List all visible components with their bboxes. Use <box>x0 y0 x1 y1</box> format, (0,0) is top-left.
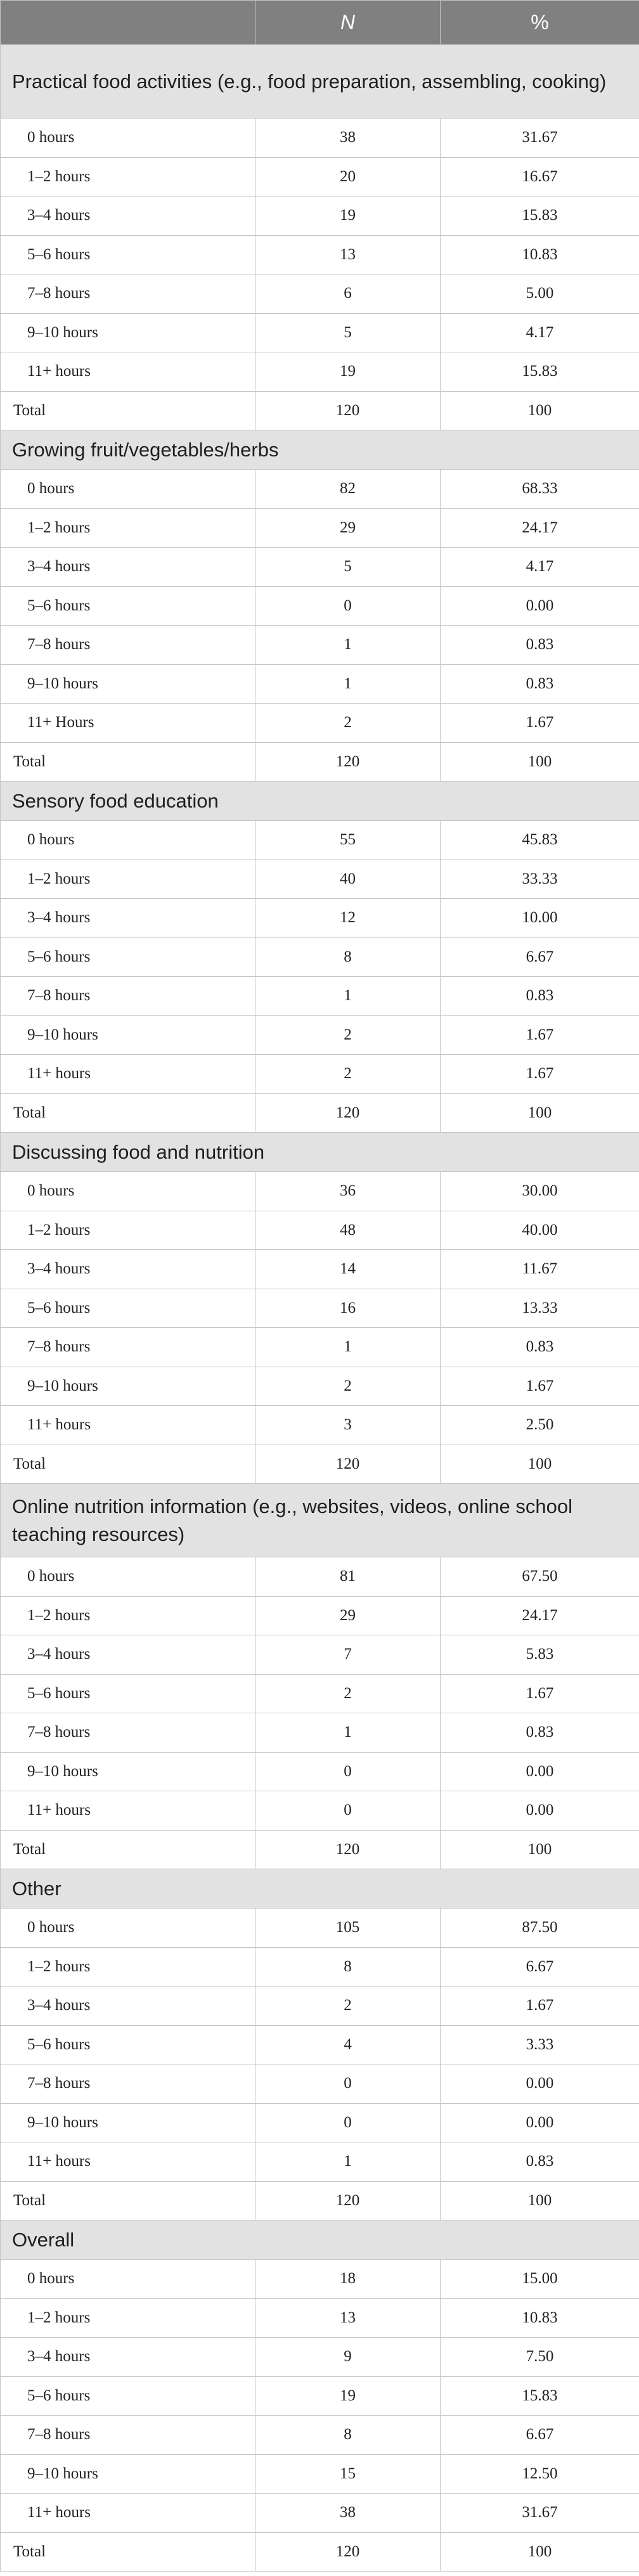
table-row <box>1 860 639 899</box>
row-pct: 0.83 <box>441 664 639 704</box>
row-pct: 3.33 <box>441 2025 639 2064</box>
row-label: Total <box>1 2181 255 2220</box>
section-title: Growing fruit/vegetables/herbs <box>1 430 639 470</box>
row-pct: 4.17 <box>441 313 639 352</box>
row-n: 13 <box>255 2298 441 2338</box>
table-row <box>1 821 639 860</box>
table-row <box>1 1250 639 1289</box>
row-pct: 40.00 <box>441 1211 639 1250</box>
row-label: 7–8 hours <box>1 274 255 314</box>
table-row <box>1 1172 639 1211</box>
row-pct: 87.50 <box>441 1909 639 1948</box>
row-label: 5–6 hours <box>1 235 255 274</box>
section-other <box>1 1869 639 2220</box>
row-label: Total <box>1 1445 255 1484</box>
section-header <box>1 1484 639 1557</box>
row-label: 3–4 hours <box>1 548 255 587</box>
row-label: 7–8 hours <box>1 1713 255 1753</box>
row-n: 3 <box>255 1406 441 1445</box>
section-header <box>1 2220 639 2260</box>
total-row <box>1 1445 639 1484</box>
row-label: Total <box>1 1830 255 1869</box>
row-n: 8 <box>255 1947 441 1987</box>
total-row <box>1 2532 639 2572</box>
row-n: 0 <box>255 2064 441 2104</box>
row-pct: 33.33 <box>441 860 639 899</box>
row-pct: 2.50 <box>441 1406 639 1445</box>
row-pct: 6.67 <box>441 1947 639 1987</box>
table-row <box>1 2416 639 2455</box>
row-label: 9–10 hours <box>1 1752 255 1791</box>
row-label: 11+ hours <box>1 1791 255 1831</box>
row-label: 3–4 hours <box>1 2338 255 2377</box>
row-pct: 0.83 <box>441 2142 639 2182</box>
row-label: 9–10 hours <box>1 664 255 704</box>
row-n: 9 <box>255 2338 441 2377</box>
row-pct: 4.17 <box>441 548 639 587</box>
total-row <box>1 1830 639 1869</box>
row-n: 40 <box>255 860 441 899</box>
table-row <box>1 2454 639 2494</box>
row-label: 5–6 hours <box>1 2376 255 2416</box>
section-header <box>1 45 639 119</box>
row-pct: 100 <box>441 2181 639 2220</box>
row-pct: 0.00 <box>441 2064 639 2104</box>
row-n: 18 <box>255 2260 441 2299</box>
row-pct: 0.00 <box>441 1791 639 1831</box>
table-row <box>1 352 639 392</box>
row-n: 2 <box>255 1015 441 1055</box>
row-pct: 1.67 <box>441 1015 639 1055</box>
row-n: 19 <box>255 2376 441 2416</box>
table-row <box>1 1289 639 1328</box>
section-title: Other <box>1 1869 639 1909</box>
row-pct: 6.67 <box>441 2416 639 2455</box>
row-label: 0 hours <box>1 2260 255 2299</box>
section-title: Online nutrition information (e.g., websites, videos, online school teaching resources) <box>1 1484 639 1557</box>
row-pct: 15.00 <box>441 2260 639 2299</box>
total-row <box>1 1093 639 1133</box>
section-sensory-education <box>1 782 639 1133</box>
table-row <box>1 1674 639 1713</box>
row-label: 9–10 hours <box>1 313 255 352</box>
row-n: 6 <box>255 274 441 314</box>
row-pct: 10.00 <box>441 899 639 938</box>
row-pct: 24.17 <box>441 1596 639 1635</box>
row-n: 15 <box>255 2454 441 2494</box>
table-row <box>1 1211 639 1250</box>
row-n: 4 <box>255 2025 441 2064</box>
row-pct: 6.67 <box>441 937 639 977</box>
row-pct: 16.67 <box>441 157 639 196</box>
row-label: 11+ hours <box>1 352 255 392</box>
row-label: 9–10 hours <box>1 1367 255 1406</box>
row-label: 9–10 hours <box>1 2454 255 2494</box>
row-label: 5–6 hours <box>1 1674 255 1713</box>
row-pct: 10.83 <box>441 2298 639 2338</box>
header-n-cell: N <box>255 1 441 45</box>
row-label: 7–8 hours <box>1 626 255 665</box>
row-label: 11+ hours <box>1 2142 255 2182</box>
table-row <box>1 2025 639 2064</box>
section-header <box>1 430 639 470</box>
header-pct-cell: % <box>441 1 639 45</box>
table-row <box>1 1596 639 1635</box>
row-n: 29 <box>255 1596 441 1635</box>
row-label: 5–6 hours <box>1 2025 255 2064</box>
row-pct: 0.83 <box>441 1328 639 1367</box>
table-row <box>1 937 639 977</box>
row-pct: 31.67 <box>441 119 639 158</box>
row-pct: 0.83 <box>441 626 639 665</box>
table-row <box>1 313 639 352</box>
row-label: 1–2 hours <box>1 1211 255 1250</box>
row-n: 5 <box>255 548 441 587</box>
table-row <box>1 235 639 274</box>
row-pct: 1.67 <box>441 1674 639 1713</box>
row-n: 120 <box>255 391 441 430</box>
row-n: 14 <box>255 1250 441 1289</box>
row-label: 0 hours <box>1 821 255 860</box>
row-pct: 0.83 <box>441 1713 639 1753</box>
row-pct: 5.00 <box>441 274 639 314</box>
table-row <box>1 157 639 196</box>
row-label: 11+ hours <box>1 1406 255 1445</box>
section-growing-produce <box>1 430 639 782</box>
row-label: 1–2 hours <box>1 860 255 899</box>
row-pct: 10.83 <box>441 235 639 274</box>
row-label: 0 hours <box>1 470 255 509</box>
row-label: 1–2 hours <box>1 1947 255 1987</box>
row-label: 5–6 hours <box>1 586 255 626</box>
row-n: 48 <box>255 1211 441 1250</box>
row-label: 0 hours <box>1 119 255 158</box>
table-row <box>1 664 639 704</box>
row-pct: 100 <box>441 1093 639 1133</box>
row-label: 1–2 hours <box>1 1596 255 1635</box>
row-label: 11+ hours <box>1 1055 255 1094</box>
table-row <box>1 1406 639 1445</box>
table-row <box>1 548 639 587</box>
row-pct: 30.00 <box>441 1172 639 1211</box>
table-row <box>1 274 639 314</box>
table-row <box>1 196 639 236</box>
table-row <box>1 1909 639 1948</box>
row-pct: 1.67 <box>441 704 639 743</box>
table-row <box>1 1015 639 1055</box>
row-n: 36 <box>255 1172 441 1211</box>
row-n: 19 <box>255 352 441 392</box>
row-n: 7 <box>255 1635 441 1675</box>
row-label: Total <box>1 2532 255 2572</box>
row-n: 0 <box>255 1791 441 1831</box>
row-pct: 0.00 <box>441 1752 639 1791</box>
row-pct: 100 <box>441 1445 639 1484</box>
row-pct: 1.67 <box>441 1987 639 2026</box>
row-pct: 15.83 <box>441 352 639 392</box>
total-row <box>1 742 639 782</box>
row-label: 7–8 hours <box>1 2416 255 2455</box>
section-title: Overall <box>1 2220 639 2260</box>
row-n: 1 <box>255 1328 441 1367</box>
row-n: 2 <box>255 704 441 743</box>
row-pct: 31.67 <box>441 2494 639 2533</box>
table-row <box>1 1752 639 1791</box>
row-n: 19 <box>255 196 441 236</box>
section-title: Sensory food education <box>1 782 639 821</box>
table-row <box>1 2338 639 2377</box>
row-label: 7–8 hours <box>1 977 255 1016</box>
table-row <box>1 1557 639 1597</box>
section-title: Practical food activities (e.g., food preparation, assembling, cooking) <box>1 45 639 119</box>
row-n: 2 <box>255 1367 441 1406</box>
row-pct: 0.00 <box>441 2103 639 2142</box>
row-n: 81 <box>255 1557 441 1597</box>
row-n: 0 <box>255 1752 441 1791</box>
row-pct: 100 <box>441 391 639 430</box>
row-label: 0 hours <box>1 1909 255 1948</box>
row-label: 9–10 hours <box>1 2103 255 2142</box>
table-row <box>1 586 639 626</box>
row-n: 120 <box>255 1445 441 1484</box>
row-n: 8 <box>255 937 441 977</box>
row-pct: 15.83 <box>441 196 639 236</box>
row-label: 3–4 hours <box>1 899 255 938</box>
row-n: 2 <box>255 1055 441 1094</box>
row-n: 0 <box>255 2103 441 2142</box>
row-n: 5 <box>255 313 441 352</box>
row-n: 0 <box>255 586 441 626</box>
section-header <box>1 1133 639 1172</box>
row-label: 0 hours <box>1 1557 255 1597</box>
row-n: 1 <box>255 977 441 1016</box>
row-label: 1–2 hours <box>1 157 255 196</box>
row-n: 1 <box>255 1713 441 1753</box>
row-label: 7–8 hours <box>1 1328 255 1367</box>
table-row <box>1 1987 639 2026</box>
section-overall <box>1 2220 639 2572</box>
row-pct: 13.33 <box>441 1289 639 1328</box>
row-pct: 5.83 <box>441 1635 639 1675</box>
row-label: Total <box>1 391 255 430</box>
table-row <box>1 899 639 938</box>
row-n: 8 <box>255 2416 441 2455</box>
row-label: 3–4 hours <box>1 1635 255 1675</box>
row-pct: 68.33 <box>441 470 639 509</box>
row-pct: 0.00 <box>441 586 639 626</box>
table-row <box>1 1635 639 1675</box>
header-label-cell <box>1 1 255 45</box>
row-label: 3–4 hours <box>1 196 255 236</box>
table-row <box>1 2494 639 2533</box>
row-n: 12 <box>255 899 441 938</box>
table-row <box>1 626 639 665</box>
row-label: 1–2 hours <box>1 508 255 548</box>
row-n: 2 <box>255 1674 441 1713</box>
row-pct: 11.67 <box>441 1250 639 1289</box>
row-n: 120 <box>255 2532 441 2572</box>
row-label: 1–2 hours <box>1 2298 255 2338</box>
row-pct: 15.83 <box>441 2376 639 2416</box>
section-header <box>1 1869 639 1909</box>
row-label: 3–4 hours <box>1 1987 255 2026</box>
table-row <box>1 508 639 548</box>
row-label: 0 hours <box>1 1172 255 1211</box>
table-row <box>1 2260 639 2299</box>
table-row <box>1 1713 639 1753</box>
row-n: 1 <box>255 2142 441 2182</box>
table-row <box>1 2298 639 2338</box>
row-pct: 12.50 <box>441 2454 639 2494</box>
section-header <box>1 782 639 821</box>
row-n: 105 <box>255 1909 441 1948</box>
row-n: 38 <box>255 119 441 158</box>
row-n: 16 <box>255 1289 441 1328</box>
row-pct: 100 <box>441 2532 639 2572</box>
table-row <box>1 2103 639 2142</box>
section-title: Discussing food and nutrition <box>1 1133 639 1172</box>
table-row <box>1 470 639 509</box>
row-pct: 1.67 <box>441 1055 639 1094</box>
row-label: Total <box>1 1093 255 1133</box>
table-row <box>1 1947 639 1987</box>
row-label: 11+ hours <box>1 2494 255 2533</box>
section-practical-food <box>1 45 639 430</box>
table-row <box>1 1791 639 1831</box>
row-n: 20 <box>255 157 441 196</box>
row-n: 55 <box>255 821 441 860</box>
row-pct: 0.83 <box>441 977 639 1016</box>
row-pct: 67.50 <box>441 1557 639 1597</box>
row-pct: 1.67 <box>441 1367 639 1406</box>
row-label: 5–6 hours <box>1 1289 255 1328</box>
row-n: 120 <box>255 2181 441 2220</box>
row-n: 120 <box>255 742 441 782</box>
total-row <box>1 391 639 430</box>
table-row <box>1 119 639 158</box>
table-row <box>1 2376 639 2416</box>
row-pct: 24.17 <box>441 508 639 548</box>
row-n: 13 <box>255 235 441 274</box>
table-row <box>1 1055 639 1094</box>
table-row <box>1 2142 639 2182</box>
row-n: 120 <box>255 1830 441 1869</box>
table-row <box>1 704 639 743</box>
row-n: 1 <box>255 664 441 704</box>
row-n: 1 <box>255 626 441 665</box>
table-header-row <box>1 1 639 45</box>
row-n: 29 <box>255 508 441 548</box>
row-n: 2 <box>255 1987 441 2026</box>
table-row <box>1 1328 639 1367</box>
row-pct: 100 <box>441 1830 639 1869</box>
row-pct: 45.83 <box>441 821 639 860</box>
row-label: 5–6 hours <box>1 937 255 977</box>
row-label: 3–4 hours <box>1 1250 255 1289</box>
total-row <box>1 2181 639 2220</box>
row-pct: 100 <box>441 742 639 782</box>
row-n: 38 <box>255 2494 441 2533</box>
section-discussing-nutrition <box>1 1133 639 1484</box>
row-n: 82 <box>255 470 441 509</box>
table-row <box>1 2064 639 2104</box>
row-label: 9–10 hours <box>1 1015 255 1055</box>
row-n: 120 <box>255 1093 441 1133</box>
table-row <box>1 977 639 1016</box>
row-pct: 7.50 <box>441 2338 639 2377</box>
table-row <box>1 1367 639 1406</box>
section-online-nutrition <box>1 1484 639 1869</box>
row-label: 7–8 hours <box>1 2064 255 2104</box>
row-label: Total <box>1 742 255 782</box>
row-label: 11+ Hours <box>1 704 255 743</box>
